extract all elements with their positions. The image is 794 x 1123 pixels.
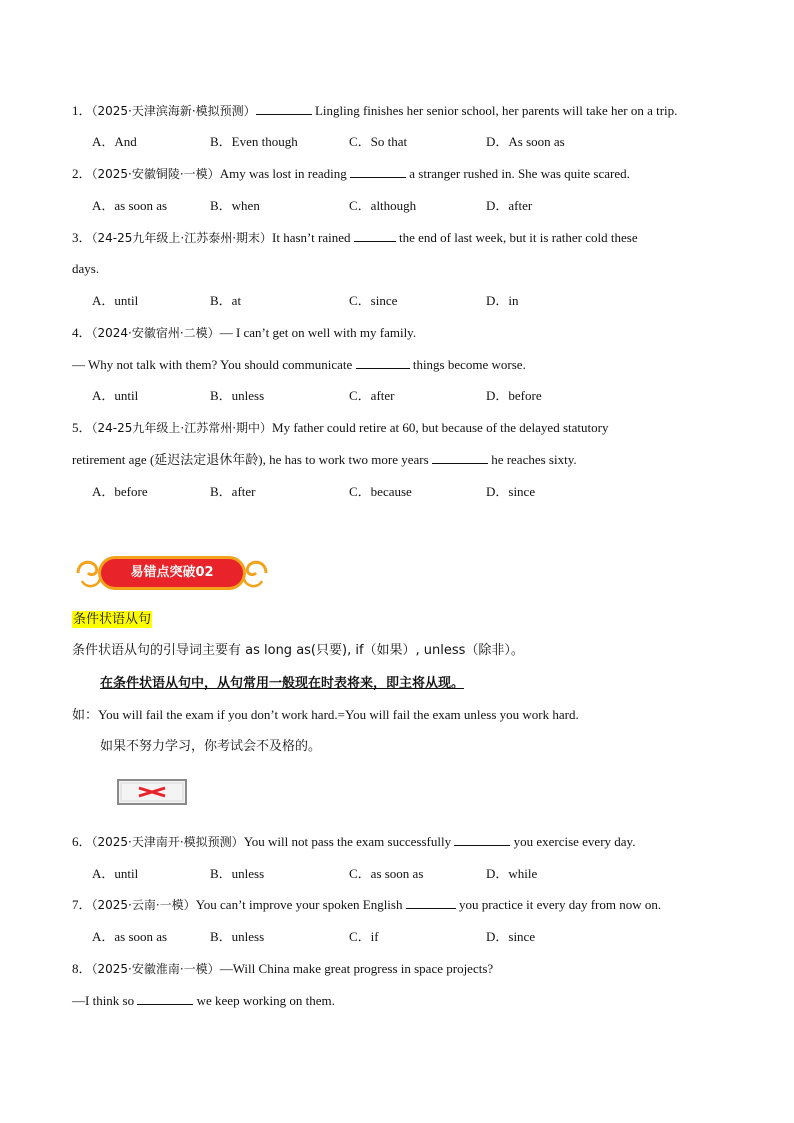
question-5-line2	[72, 451, 577, 469]
answer-blank[interactable]	[454, 833, 510, 846]
option-d[interactable]: D．As soon as	[486, 134, 565, 149]
option-d[interactable]: D．since	[486, 929, 536, 944]
option-b[interactable]: B．when	[210, 198, 260, 213]
question-text: retirement age (延迟法定退休年龄), he has to work two more years	[72, 452, 429, 467]
question-3	[72, 229, 638, 247]
section-heading	[72, 610, 152, 629]
option-b[interactable]: B．unless	[210, 388, 265, 403]
question-text: You will not pass the exam successfully	[243, 834, 452, 849]
question-number: 1．	[72, 103, 92, 118]
answer-blank[interactable]	[432, 451, 488, 464]
option-d[interactable]: D．while	[486, 866, 538, 881]
option-d[interactable]: D．before	[486, 388, 542, 403]
question-text: — Why not talk with them? You should communicate	[72, 357, 353, 372]
question-text: Amy was lost in reading	[219, 166, 347, 181]
question-number: 5．	[72, 420, 92, 435]
grammar-rule	[100, 674, 464, 693]
question-text-cont: the end of last week, but it is rather cold these	[398, 230, 638, 245]
answer-blank[interactable]	[350, 165, 406, 178]
question-3-cont: days.	[72, 261, 100, 276]
example-text: You will fail the exam if you don’t work hard.=You will fail the exam unless you work hard.	[98, 707, 579, 722]
answer-blank[interactable]	[356, 356, 410, 369]
section-intro: 条件状语从句的引导词主要有 as long as(只要), if（如果）, unless（除非）。	[72, 643, 524, 658]
question-text: —I think so	[72, 993, 135, 1008]
question-text: — I can’t get on well with my family.	[219, 325, 417, 340]
option-c[interactable]: C．if	[349, 929, 379, 944]
option-c[interactable]: C．because	[349, 484, 412, 499]
question-1	[72, 102, 677, 120]
answer-blank[interactable]	[354, 229, 396, 242]
option-b[interactable]: B．unless	[210, 866, 265, 881]
question-number: 8．	[72, 961, 92, 976]
example-sentence	[72, 706, 579, 725]
question-text-cont: we keep working on them.	[196, 993, 335, 1008]
question-text: My father could retire at 60, but because of the delayed statutory	[272, 420, 609, 435]
option-a[interactable]: A．as soon as	[92, 198, 168, 213]
question-text-cont: you practice it every day from now on.	[458, 897, 662, 912]
question-source: （2025·天津滨海新·模拟预测）	[91, 104, 256, 118]
question-6	[72, 833, 635, 851]
question-text-cont: you exercise every day.	[513, 834, 636, 849]
option-a[interactable]: A．before	[92, 484, 148, 499]
option-c[interactable]: C．as soon as	[349, 866, 424, 881]
question-source: （2025·天津南开·模拟预测）	[91, 835, 244, 849]
option-d[interactable]: D．in	[486, 293, 519, 308]
question-number: 2．	[72, 166, 92, 181]
question-text: It hasn’t rained	[272, 230, 351, 245]
question-text: —Will China make great progress in space projects?	[219, 961, 494, 976]
question-number: 4．	[72, 325, 92, 340]
answer-blank[interactable]	[406, 896, 456, 909]
question-source: （2024·安徽宿州·二模）	[91, 326, 220, 340]
question-2	[72, 165, 630, 183]
banner-title: 易错点突破02	[130, 565, 214, 580]
option-d[interactable]: D．after	[486, 198, 533, 213]
question-number: 3．	[72, 230, 92, 245]
question-4	[72, 324, 416, 342]
question-number: 7．	[72, 897, 92, 912]
error-image	[117, 779, 187, 805]
option-c[interactable]: C．since	[349, 293, 398, 308]
option-c[interactable]: C．although	[349, 198, 417, 213]
option-b[interactable]: B．after	[210, 484, 256, 499]
question-5	[72, 419, 608, 437]
option-a[interactable]: A．And	[92, 134, 137, 149]
option-a[interactable]: A．until	[92, 866, 139, 881]
option-b[interactable]: B．at	[210, 293, 242, 308]
question-text-cont: he reaches sixty.	[491, 452, 577, 467]
question-4-line2	[72, 356, 526, 374]
question-source: （2025·安徽淮南·一模）	[91, 962, 220, 976]
option-d[interactable]: D．since	[486, 484, 536, 499]
question-number: 6．	[72, 834, 92, 849]
question-text-cont: a stranger rushed in. She was quite scared.	[409, 166, 630, 181]
question-source: （24-25九年级上·江苏常州·期中）	[91, 421, 273, 435]
question-source: （24-25九年级上·江苏泰州·期末）	[91, 231, 273, 245]
option-a[interactable]: A．as soon as	[92, 929, 168, 944]
question-text: You can’t improve your spoken English	[195, 897, 403, 912]
question-text-cont: things become worse.	[412, 357, 526, 372]
answer-blank[interactable]	[256, 102, 312, 115]
question-8-line2	[72, 992, 335, 1010]
option-a[interactable]: A．until	[92, 388, 139, 403]
red-cross-icon	[117, 779, 187, 805]
option-a[interactable]: A．until	[92, 293, 139, 308]
question-source: （2025·云南·一模）	[91, 898, 196, 912]
question-8	[72, 960, 493, 978]
question-source: （2025·安徽铜陵·一模）	[91, 167, 220, 181]
question-text: Lingling finishes her senior school, her parents will take her on a trip.	[314, 103, 678, 118]
option-c[interactable]: C．So that	[349, 134, 408, 149]
question-7	[72, 896, 661, 914]
rule-text: 在条件状语从句中，从句常用一般现在时表将来，即主将从现。	[100, 676, 465, 691]
example-prefix: 如：	[72, 708, 99, 723]
answer-blank[interactable]	[137, 992, 193, 1005]
option-b[interactable]: B．Even though	[210, 134, 298, 149]
option-c[interactable]: C．after	[349, 388, 395, 403]
option-b[interactable]: B．unless	[210, 929, 265, 944]
example-translation: 如果不努力学习，你考试会不及格的。	[100, 739, 322, 754]
section-banner	[74, 551, 270, 595]
highlighted-heading: 条件状语从句	[73, 612, 152, 627]
